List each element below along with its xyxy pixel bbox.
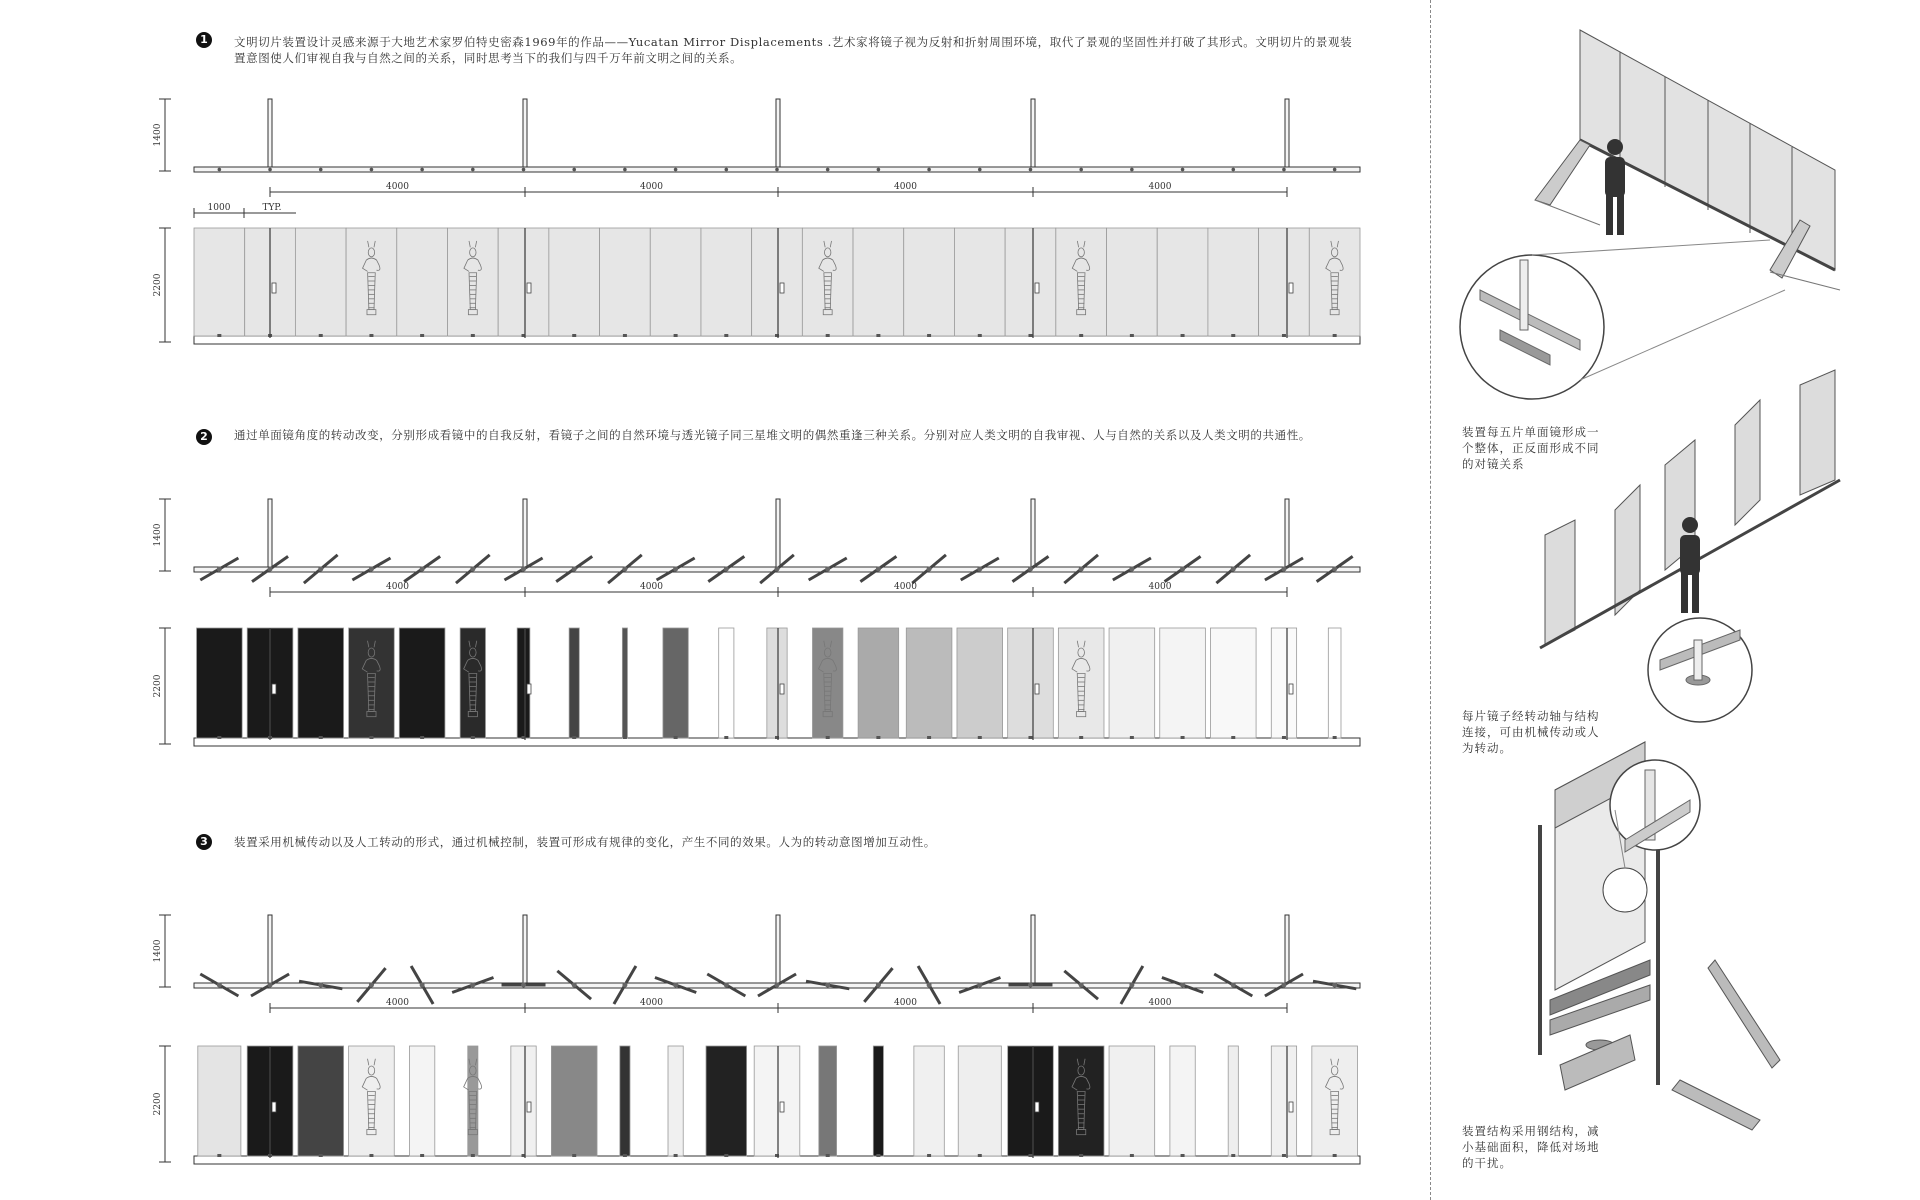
row-1-drawings (153, 99, 1360, 344)
pivot (521, 567, 526, 572)
elevation-mirror-panel (1008, 628, 1054, 738)
structural-post (523, 499, 527, 569)
pivot (1231, 168, 1235, 172)
elevation-mirror-panel (1109, 628, 1155, 738)
elevation-mirror-panel (397, 228, 448, 336)
structural-post (1031, 99, 1035, 169)
structural-post (1285, 99, 1289, 169)
structural-post (523, 99, 527, 169)
structural-post (776, 99, 780, 169)
dimension-label: 4000 (1148, 998, 1172, 1008)
pivot (1130, 168, 1134, 172)
elevation-mirror-panel (650, 228, 701, 336)
pivot (1282, 168, 1286, 172)
pivot (369, 983, 374, 988)
section-1-text: 文明切片装置设计灵感来源于大地艺术家罗伯特史密森1969年的作品——Yucatan Mirror Displacements .艺术家将镜子视为反射和折射周围环境，取代了景观的坚固性并打破了其形式。文明切片的景观装置意图使人们审视自我与自然之间的关系，同时思考当下的我们与四千万年前文明之间的关系。 (234, 35, 1353, 65)
pivot (268, 983, 273, 988)
elevation-mirror-panel (668, 1046, 683, 1156)
structural-post (776, 915, 780, 985)
dimension-label: 2200 (153, 1092, 163, 1116)
elevation-mirror-panel (1107, 228, 1158, 336)
structural-post (1285, 499, 1289, 569)
section-3-number: 3 (196, 834, 212, 850)
elevation-mirror-panel (1208, 228, 1259, 336)
pivot (622, 567, 627, 572)
pivot (1028, 983, 1033, 988)
pivot (369, 567, 374, 572)
elevation-mirror-panel (1210, 628, 1256, 738)
dimension-label: 4000 (386, 998, 409, 1008)
base-beam (194, 1156, 1360, 1164)
pivot (876, 983, 881, 988)
elevation-mirror-panel (498, 228, 549, 336)
elevation-mirror-panel (1271, 1046, 1296, 1156)
elevation-mirror-panel (194, 228, 245, 336)
structural-post (523, 915, 527, 985)
dimension-label: 4000 (894, 582, 917, 592)
elevation-mirror-panel (1328, 628, 1341, 738)
base-beam (194, 738, 1360, 746)
dimension-label: 4000 (894, 998, 917, 1008)
elevation-mirror-panel (409, 1046, 434, 1156)
elevation-mirror-panel (517, 628, 530, 738)
pivot (927, 168, 931, 172)
pivot (877, 168, 881, 172)
pivot (1333, 168, 1337, 172)
dimension-label: 4000 (386, 182, 409, 192)
elevation-mirror-panel (1259, 228, 1310, 336)
pivot (572, 567, 577, 572)
pivot (673, 567, 678, 572)
pivot (725, 168, 729, 172)
elevation-mirror-panel (914, 1046, 944, 1156)
elevation-mirror-panel (551, 1046, 597, 1156)
pivot (826, 168, 830, 172)
elevation-mirror-panel (346, 228, 397, 336)
pivot (978, 168, 982, 172)
pivot (268, 567, 273, 572)
structural-post (268, 99, 272, 169)
dimension-label: 1400 (153, 123, 163, 147)
elevation-mirror-panel (767, 628, 787, 738)
elevation-mirror-panel (569, 628, 579, 738)
pivot (470, 983, 475, 988)
elevation-mirror-panel (511, 1046, 536, 1156)
pivot (927, 567, 932, 572)
dimension-label: 4000 (640, 182, 663, 192)
pivot (775, 983, 780, 988)
pivot (1180, 983, 1185, 988)
elevation-mirror-panel (1228, 1046, 1238, 1156)
pivot (370, 168, 374, 172)
dimension-label: 4000 (894, 182, 917, 192)
pivot (674, 168, 678, 172)
elevation-mirror-panel (298, 1046, 344, 1156)
section-1-number: 1 (196, 32, 212, 48)
pivot (1129, 983, 1134, 988)
elevation-mirror-panel (447, 228, 498, 336)
elevation-mirror-panel (1160, 628, 1206, 738)
dimension-label: 1000 (207, 203, 231, 213)
isometric-drawings (1440, 0, 1910, 1200)
elevation-mirror-panel (1309, 228, 1360, 336)
dashed-divider (1430, 0, 1431, 1200)
elevation-mirror-panel (663, 628, 688, 738)
section-2-text: 通过单面镜角度的转动改变，分别形成看镜中的自我反射，看镜子之间的自然环境与透光镜子同三星堆文明的偶然重逢三种关系。分别对应人类文明的自我审视、人与自然的关系以及人类文明的共通性。 (234, 428, 1311, 442)
elevation-mirror-panel (620, 1046, 630, 1156)
pivot (623, 168, 627, 172)
elevation-mirror-panel (858, 628, 899, 738)
elevation-mirror-panel (906, 628, 952, 738)
pivot (724, 567, 729, 572)
elevation-mirror-panel (754, 1046, 800, 1156)
pivot (572, 168, 576, 172)
section-2-number: 2 (196, 429, 212, 445)
elevation-mirror-panel (1058, 1046, 1104, 1156)
pivot (825, 983, 830, 988)
elevation-mirror-panel (349, 628, 395, 738)
pivot (673, 983, 678, 988)
elevation-mirror-panel (752, 228, 803, 336)
elevation-mirror-panel (295, 228, 346, 336)
dimension-label: 1400 (153, 939, 163, 963)
elevation-mirror-panel (904, 228, 955, 336)
elevation-mirror-panel (873, 1046, 883, 1156)
pivot (522, 168, 526, 172)
elevation-mirror-panel (819, 1046, 837, 1156)
side-note-1: 装置每五片单面镜形成一个整体，正反面形成不同的对镜关系 (1462, 425, 1600, 471)
elevation-mirror-panel (1109, 1046, 1155, 1156)
pivot (1181, 168, 1185, 172)
pivot (521, 983, 526, 988)
pivot (977, 567, 982, 572)
pivot (622, 983, 627, 988)
elevation-mirror-panel (701, 228, 752, 336)
elevation-mirror-panel (1157, 228, 1208, 336)
elevation-mirror-panel (802, 228, 853, 336)
pivot (420, 168, 424, 172)
elevation-mirror-panel (1058, 628, 1104, 738)
pivot (218, 168, 222, 172)
pivot (1079, 168, 1083, 172)
elevation-mirror-panel (958, 1046, 1001, 1156)
iso-separated-panels (1540, 370, 1840, 722)
section-3-text: 装置采用机械传动以及人工转动的形式，通过机械控制，装置可形成有规律的变化，产生不同的效果。人为的转动意图增加互动性。 (234, 835, 936, 849)
pivot (471, 168, 475, 172)
elevation-mirror-panel (812, 628, 842, 738)
pivot (217, 983, 222, 988)
elevation-mirror-panel (1008, 1046, 1054, 1156)
dimension-label: 2200 (153, 273, 163, 297)
structural-post (776, 499, 780, 569)
dimension-label: 2200 (153, 674, 163, 698)
pivot (470, 567, 475, 572)
elevation-mirror-panel (719, 628, 734, 738)
elevation-mirror-panel (954, 228, 1005, 336)
dimension-label: 4000 (386, 582, 409, 592)
elevation-mirror-panel (1271, 628, 1296, 738)
pivot (1079, 983, 1084, 988)
elevation-mirror-panel (1056, 228, 1107, 336)
pivot (319, 168, 323, 172)
pivot (268, 168, 272, 172)
pivot (927, 983, 932, 988)
dimension-label: 4000 (1148, 582, 1172, 592)
elevation-mirror-panel (957, 628, 1003, 738)
pivot (1028, 567, 1033, 572)
pivot (217, 567, 222, 572)
pivot (572, 983, 577, 988)
pivot (775, 168, 779, 172)
typ-label: TYP. (262, 203, 282, 213)
pivot (724, 983, 729, 988)
side-note-3: 装置结构采用钢结构，减小基础面积，降低对场地的干扰。 (1462, 1124, 1600, 1170)
elevation-mirror-panel (853, 228, 904, 336)
pivot (1231, 983, 1236, 988)
pivot (775, 567, 780, 572)
base-beam (194, 336, 1360, 344)
pivot (1029, 168, 1033, 172)
pivot (420, 983, 425, 988)
pivot (1281, 983, 1286, 988)
pivot (318, 567, 323, 572)
pivot (977, 983, 982, 988)
pivot (318, 983, 323, 988)
dimension-label: 1400 (153, 523, 163, 547)
dimension-label: 4000 (640, 582, 663, 592)
structural-post (1031, 915, 1035, 985)
pivot (1332, 567, 1337, 572)
pivot (1079, 567, 1084, 572)
elevation-mirror-panel (600, 228, 651, 336)
pivot (1231, 567, 1236, 572)
dimension-label: 4000 (1148, 182, 1172, 192)
elevation-mirror-panel (549, 228, 600, 336)
elevation-mirror-panel (349, 1046, 395, 1156)
pivot (1332, 983, 1337, 988)
iso-exploded-structure (1540, 742, 1780, 1130)
pivot (1129, 567, 1134, 572)
row-3-drawings (153, 915, 1360, 1164)
elevation-mirror-panel (399, 628, 445, 738)
elevation-mirror-panel (197, 628, 243, 738)
elevation-mirror-panel (706, 1046, 747, 1156)
side-note-2: 每片镜子经转动轴与结构连接，可由机械传动或人为转动。 (1462, 709, 1600, 755)
elevation-mirror-panel (1170, 1046, 1195, 1156)
structural-post (268, 499, 272, 569)
elevation-mirror-panel (298, 628, 344, 738)
pivot (825, 567, 830, 572)
row-2-drawings (153, 499, 1360, 746)
pivot (876, 567, 881, 572)
pivot (1180, 567, 1185, 572)
pivot (420, 567, 425, 572)
structural-post (1031, 499, 1035, 569)
elevation-mirror-panel (1005, 228, 1056, 336)
iso-mirror-wall (1460, 30, 1840, 399)
elevation-mirror-panel (460, 628, 485, 738)
elevation-mirror-panel (1312, 1046, 1358, 1156)
structural-post (268, 915, 272, 985)
dimension-label: 4000 (640, 998, 663, 1008)
elevation-mirror-panel (198, 1046, 241, 1156)
pivot (1281, 567, 1286, 572)
structural-post (1285, 915, 1289, 985)
elevation-mirror-panel (622, 628, 627, 738)
